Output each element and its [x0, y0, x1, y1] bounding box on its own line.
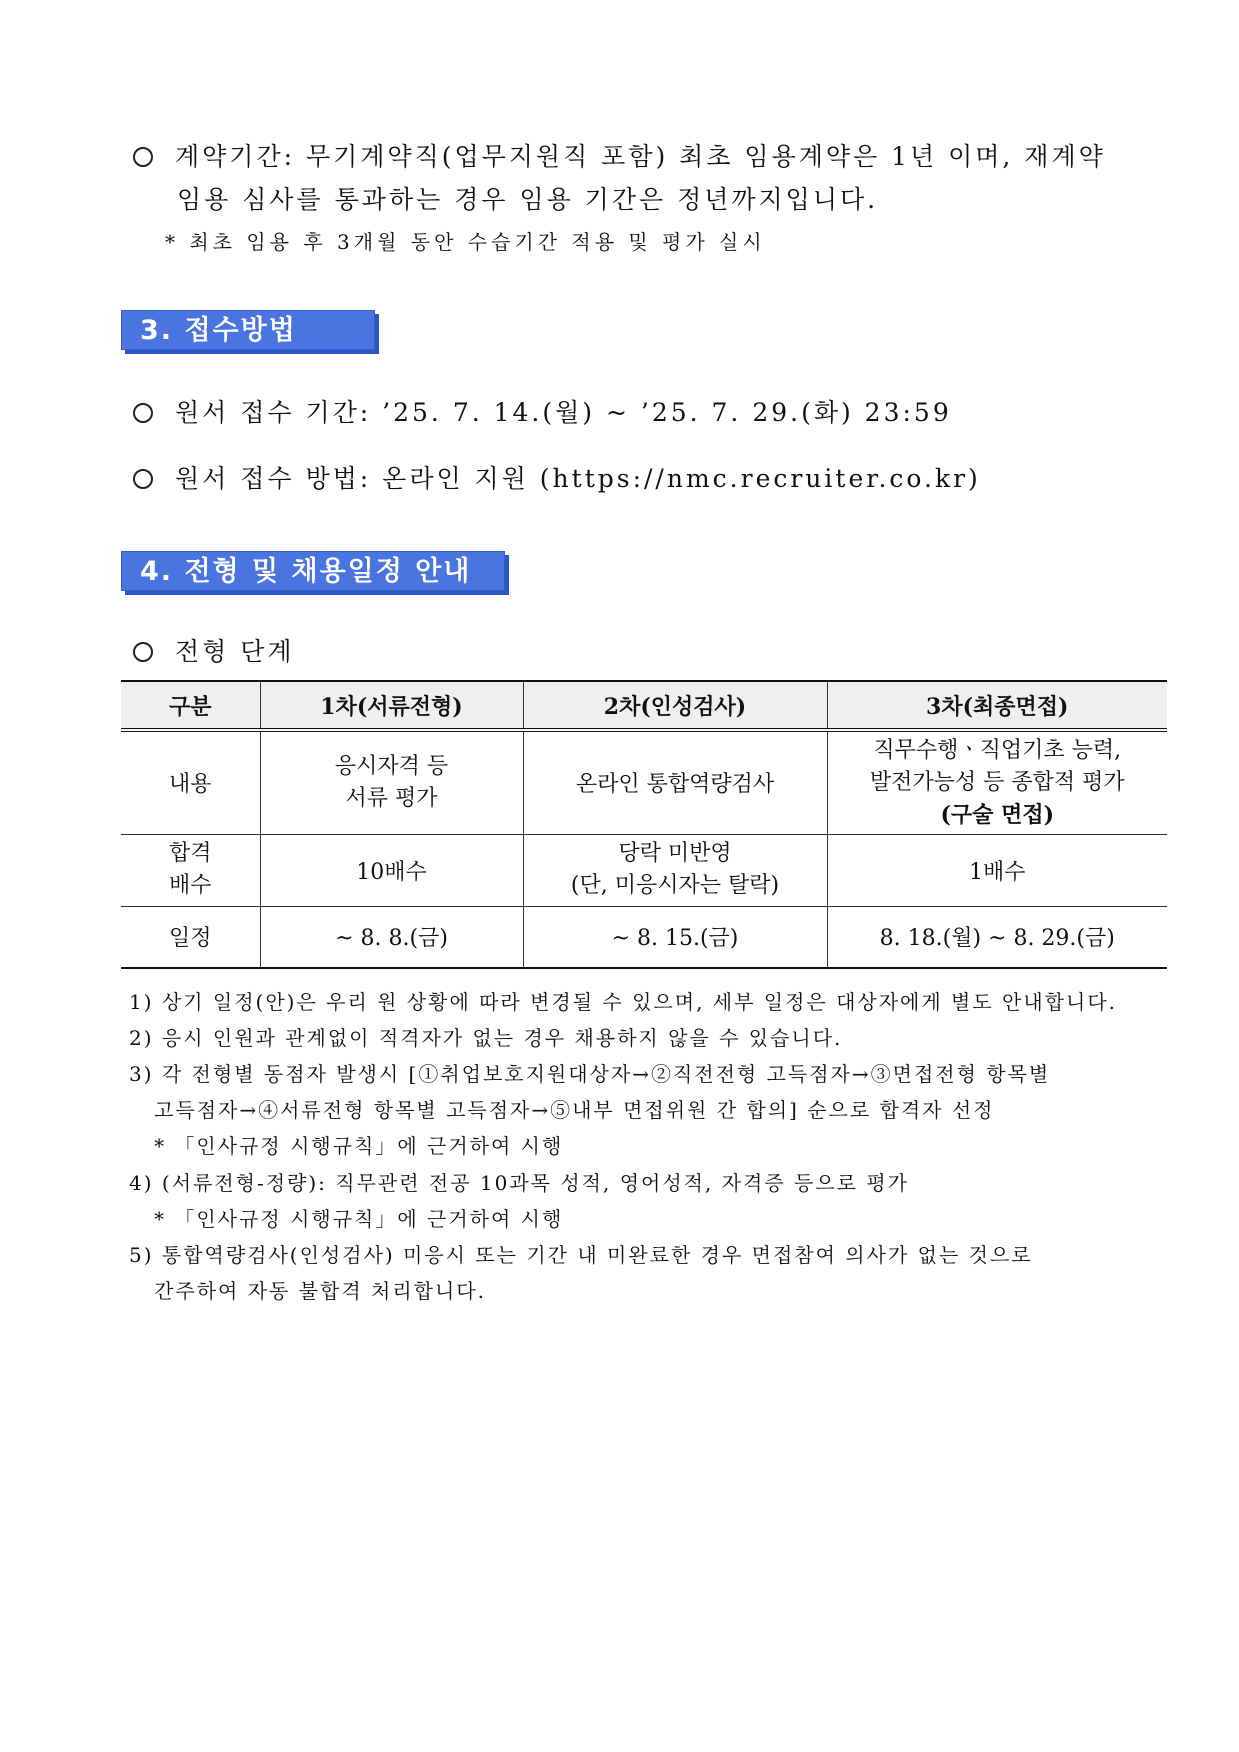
selection-stage-heading: 전형 단계 [133, 632, 295, 668]
pass-stage-3: 1배수 [827, 834, 1167, 906]
section-3-title: 3. 접수방법 [121, 310, 375, 350]
application-period: 원서 접수 기간: ’25. 7. 14.(월) ~ ’25. 7. 29.(화) 23:59 [133, 393, 952, 429]
circle-bullet-icon [133, 469, 153, 489]
content-stage-1: 응시자격 등 서류 평가 [260, 730, 523, 834]
note-4: 4) (서류전형-정량): 직무관련 전공 10과목 성적, 영어성적, 자격증 등으로 평가 [129, 1171, 909, 1195]
table-header-row [121, 681, 1167, 730]
circle-bullet-icon [133, 642, 153, 662]
contract-note: * 최초 임용 후 3개월 동안 수습기간 적용 및 평가 실시 [165, 230, 766, 254]
note-5-cont: 간주하여 자동 불합격 처리합니다. [129, 1279, 486, 1303]
note-3-sub: * 「인사규정 시행규칙」에 근거하여 시행 [129, 1134, 564, 1158]
schedule-stage-3: 8. 18.(월) ~ 8. 29.(금) [827, 906, 1167, 968]
content-stage-2: 온라인 통합역량검사 [523, 730, 827, 834]
row-label-pass: 합격 배수 [121, 834, 260, 906]
section-4-title: 4. 전형 및 채용일정 안내 [121, 551, 505, 591]
content-stage-3: 직무수행ㆍ직업기초 능력, 발전가능성 등 종합적 평가 (구술 면접) [827, 730, 1167, 834]
selection-stages-table [121, 680, 1167, 969]
row-label-schedule: 일정 [121, 906, 260, 968]
circle-bullet-icon [133, 403, 153, 423]
note-4-sub: * 「인사규정 시행규칙」에 근거하여 시행 [129, 1207, 564, 1231]
header-stage-2: 2차(인성검사) [523, 681, 827, 730]
header-stage-3: 3차(최종면접) [827, 681, 1167, 730]
schedule-stage-1: ~ 8. 8.(금) [260, 906, 523, 968]
table-row-pass [121, 834, 1167, 906]
application-method: 원서 접수 방법: 온라인 지원 (https://nmc.recruiter.co.kr) [133, 459, 981, 495]
note-3-cont: 고득점자→④서류전형 항목별 고득점자→⑤내부 면접위원 간 합의] 순으로 합격자 선정 [129, 1098, 995, 1122]
row-label-content: 내용 [121, 730, 260, 834]
contract-line-1: 계약기간: 무기계약직(업무지원직 포함) 최초 임용계약은 1년 이며, 재계약 [133, 137, 1106, 173]
header-stage-1: 1차(서류전형) [260, 681, 523, 730]
note-5: 5) 통합역량검사(인성검사) 미응시 또는 기간 내 미완료한 경우 면접참여 의사가 없는 것으로 [129, 1243, 1033, 1267]
schedule-stage-2: ~ 8. 15.(금) [523, 906, 827, 968]
note-1: 1) 상기 일정(안)은 우리 원 상황에 따라 변경될 수 있으며, 세부 일정은 대상자에게 별도 안내합니다. [129, 990, 1118, 1014]
table-row-content [121, 730, 1167, 834]
contract-line-2: 임용 심사를 통과하는 경우 임용 기간은 정년까지입니다. [177, 185, 879, 214]
circle-bullet-icon [133, 147, 153, 167]
table-row-schedule [121, 906, 1167, 968]
note-3: 3) 각 전형별 동점자 발생시 [①취업보호지원대상자→②직전전형 고득점자→③면접전형 항목별 [129, 1062, 1051, 1086]
pass-stage-1: 10배수 [260, 834, 523, 906]
header-category: 구분 [121, 681, 260, 730]
note-2: 2) 응시 인원과 관계없이 적격자가 없는 경우 채용하지 않을 수 있습니다. [129, 1026, 843, 1050]
pass-stage-2: 당락 미반영 (단, 미응시자는 탈락) [523, 834, 827, 906]
